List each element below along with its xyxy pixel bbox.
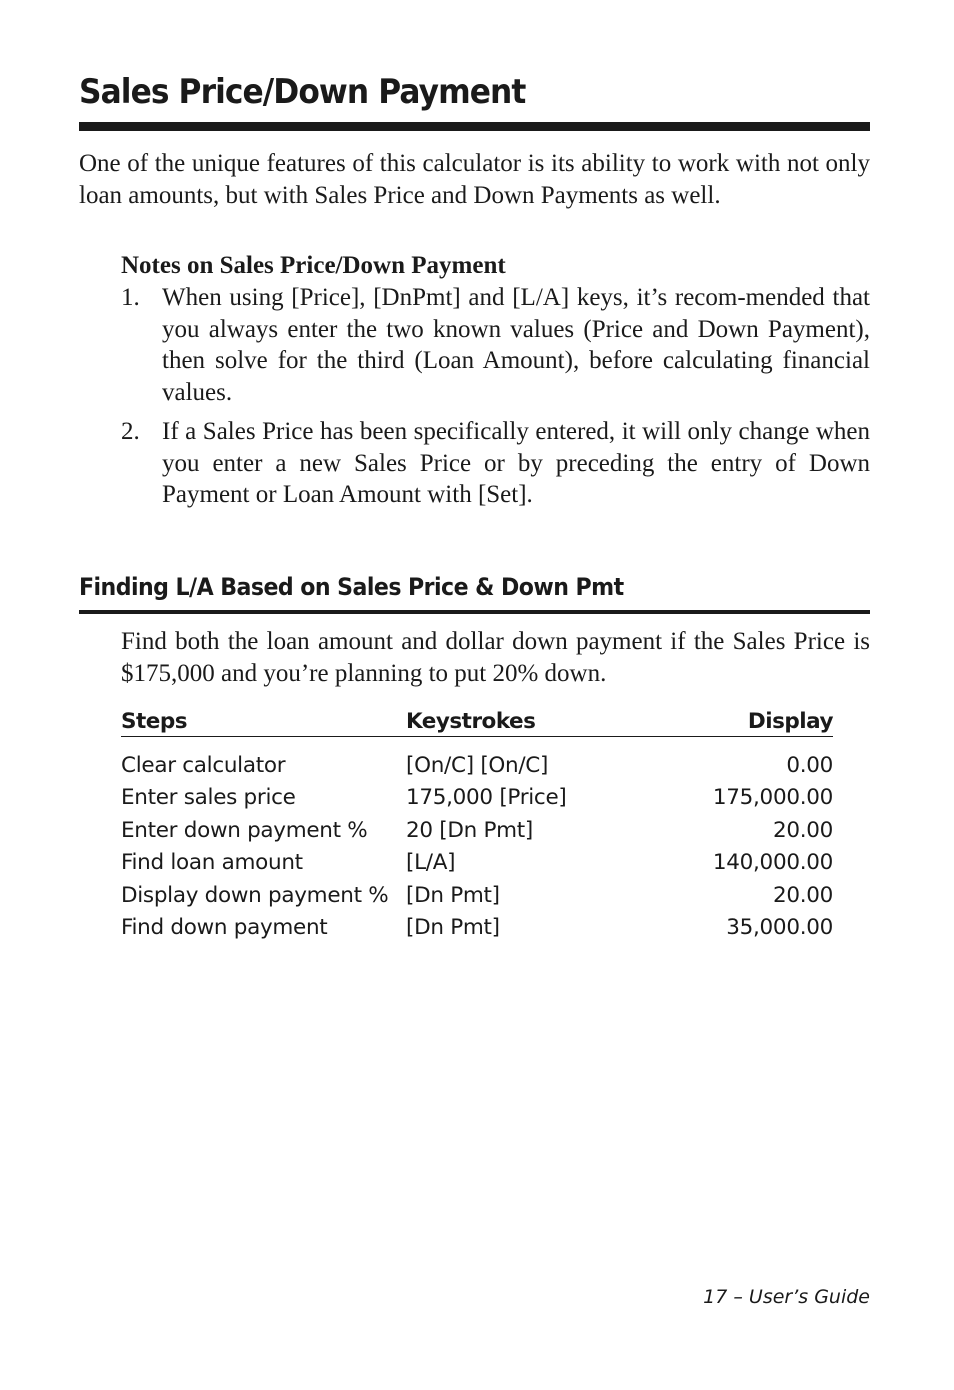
keystroke-cell: [Dn Pmt]	[406, 882, 500, 908]
note-number: 1.	[121, 284, 140, 311]
page-footer: 17 – User’s Guide	[703, 1286, 870, 1308]
note-number: 2.	[121, 418, 140, 445]
header-steps: Steps	[121, 702, 406, 737]
display-cell: 20.00	[772, 882, 833, 908]
note-item	[121, 416, 870, 511]
keystroke-cell: [L/A]	[406, 850, 456, 875]
step-cell: Enter down payment %	[121, 817, 368, 843]
display-cell: 35,000.00	[726, 915, 833, 940]
step-cell: Clear calculator	[121, 752, 286, 778]
title-rule	[79, 122, 870, 131]
step-cell: Display down payment %	[121, 882, 389, 908]
header-display: Display	[646, 702, 833, 737]
step-cell: Find loan amount	[121, 850, 303, 875]
display-cell: 175,000.00	[712, 785, 833, 810]
step-cell: Find down payment	[121, 915, 328, 940]
note-text: When using [Price], [DnPmt] and [L/A] keys, it’s recom-mended that you always enter the two known values (Price and Down Payment), then solve for the third (Loan Amount), before calculating financial values.	[162, 284, 870, 406]
display-cell: 20.00	[772, 817, 833, 843]
display-cell: 140,000.00	[712, 850, 833, 875]
intro-paragraph: One of the unique features of this calculator is its ability to work with not only loan amounts, but with Sales Price and Down Payments as well.	[79, 150, 870, 209]
section-rule	[79, 610, 870, 614]
step-cell: Enter sales price	[121, 785, 296, 810]
note-text: If a Sales Price has been specifically entered, it will only change when you enter a new Sales Price or by preceding the entry of Down Payment or Loan Amount with [Set].	[162, 418, 870, 508]
keystroke-cell: [Dn Pmt]	[406, 915, 500, 940]
table-row	[121, 875, 833, 908]
table-row	[121, 778, 833, 811]
header-keystrokes: Keystrokes	[406, 702, 646, 737]
page-title: Sales Price/Down Payment	[79, 72, 526, 112]
note-item	[121, 282, 870, 408]
table-row	[121, 737, 833, 778]
keystroke-cell: [On/C] [On/C]	[406, 752, 549, 778]
table-row	[121, 843, 833, 876]
notes-heading: Notes on Sales Price/Down Payment	[121, 252, 506, 279]
section-title: Finding L/A Based on Sales Price & Down Pmt	[79, 573, 624, 601]
table-row	[121, 908, 833, 941]
keystroke-cell: 20 [Dn Pmt]	[406, 817, 534, 843]
steps-table	[121, 702, 833, 940]
keystroke-cell: 175,000 [Price]	[406, 785, 567, 810]
display-cell: 0.00	[786, 752, 833, 778]
table-header-row	[121, 702, 833, 737]
example-paragraph: Find both the loan amount and dollar down payment if the Sales Price is $175,000 and you’re planning to put 20% down.	[121, 628, 870, 687]
table-row	[121, 810, 833, 843]
